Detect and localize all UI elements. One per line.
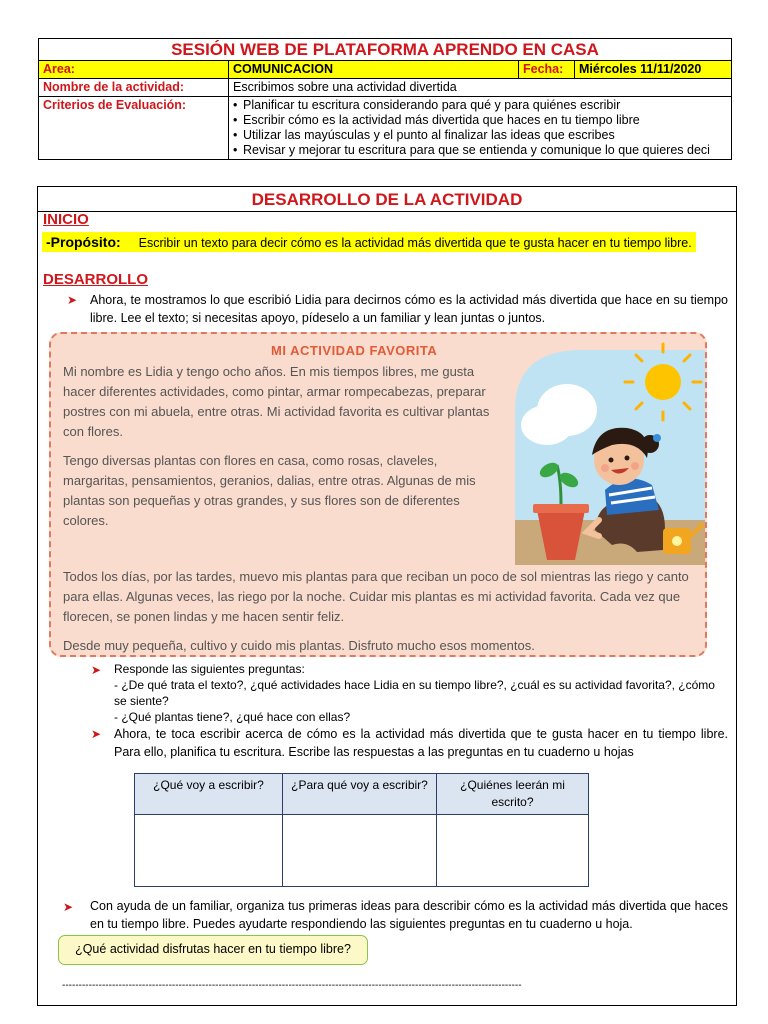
activity-value: Escribimos sobre una actividad divertida bbox=[229, 79, 732, 97]
dashed-divider: ------------------------------------------------------------------------------------------------------------------------------------------ bbox=[62, 980, 522, 991]
title-divider bbox=[38, 211, 736, 212]
criteria-item: • Revisar y mejorar tu escritura para que se entienda y comunique lo que quieres deci bbox=[233, 143, 727, 158]
arrow-bullet-icon: ➤ bbox=[91, 663, 102, 677]
planning-header-cell: ¿Qué voy a escribir? bbox=[135, 774, 283, 815]
question-pill: ¿Qué actividad disfrutas hacer en tu tiempo libre? bbox=[58, 935, 368, 965]
purpose-label: -Propósito: bbox=[46, 234, 121, 250]
intro-paragraph: Ahora, te mostramos lo que escribió Lidia para decirnos cómo es la actividad más divertida que hace en su tiempo libre. Lee el texto; si necesitas apoyo, pídeselo a un familiar y lean juntas o juntos. bbox=[90, 293, 728, 325]
purpose-text: Escribir un texto para decir cómo es la actividad más divertida que te gusta hacer en tu tiempo libre. bbox=[138, 236, 692, 250]
desarrollo-heading: DESARROLLO bbox=[43, 271, 148, 288]
criteria-label: Criterios de Evaluación: bbox=[39, 97, 229, 160]
session-title: SESIÓN WEB DE PLATAFORMA APRENDO EN CASA bbox=[39, 39, 732, 61]
question-1: - ¿De qué trata el texto?, ¿qué actividades hace Lidia en su tiempo libre?, ¿cuál es su actividad favorita?, ¿cómo se siente? bbox=[114, 678, 715, 708]
arrow-bullet-icon: ➤ bbox=[63, 900, 74, 914]
questions-intro: Responde las siguientes preguntas: bbox=[114, 662, 305, 676]
arrow-bullet-icon: ➤ bbox=[67, 293, 78, 307]
planning-answer-cell[interactable] bbox=[437, 815, 589, 887]
activity-development-box bbox=[37, 186, 737, 1006]
area-label: Area: bbox=[39, 61, 229, 79]
planning-table bbox=[134, 773, 589, 887]
planning-answer-cell[interactable] bbox=[283, 815, 437, 887]
planning-header-cell: ¿Quiénes leerán mi escrito? bbox=[437, 774, 589, 815]
inicio-heading: INICIO bbox=[43, 211, 89, 228]
family-paragraph: Con ayuda de un familiar, organiza tus primeras ideas para describir cómo es la actividad más divertida que haces en tu tiempo libre. Puedes ayudarte respondiendo las siguientes preguntas en tu cuaderno u hoja. bbox=[90, 899, 728, 931]
criteria-item: • Planificar tu escritura considerando para qué y para quiénes escribir bbox=[233, 98, 727, 113]
reading-paragraph: Todos los días, por las tardes, muevo mis plantas para que reciban un poco de sol mientras las riego y canto para ellas. Algunas veces, las riego por la noche. Cuidar mis plantas es mi actividad favorita. Cada vez que florecen, se ponen lindas y me hacen sentir feliz. bbox=[63, 569, 689, 624]
reading-paragraph: Mi nombre es Lidia y tengo ocho años. En mis tiempos libres, me gusta hacer diferentes actividades, como pintar, armar rompecabezas, preparar postres con mi abuela, entre otras. Mi actividad favorita es cultivar plantas con flores. bbox=[63, 364, 490, 439]
criteria-item: • Escribir cómo es la actividad más divertida que haces en tu tiempo libre bbox=[233, 113, 727, 128]
question-2: - ¿Qué plantas tiene?, ¿qué hace con ellas? bbox=[114, 710, 351, 724]
date-value: Miércoles 11/11/2020 bbox=[575, 61, 732, 79]
session-header-table bbox=[38, 38, 732, 160]
activity-label: Nombre de la actividad: bbox=[39, 79, 229, 97]
arrow-bullet-icon: ➤ bbox=[91, 727, 102, 741]
planning-header-cell: ¿Para qué voy a escribir? bbox=[283, 774, 437, 815]
criteria-list bbox=[229, 97, 732, 160]
reading-text-wide bbox=[63, 567, 703, 657]
purpose-row bbox=[42, 232, 696, 252]
reading-text-column bbox=[63, 362, 493, 540]
criteria-item: • Utilizar las mayúsculas y el punto al finalizar las ideas que escribes bbox=[233, 128, 727, 143]
development-title: DESARROLLO DE LA ACTIVIDAD bbox=[251, 190, 523, 209]
area-value: COMUNICACION bbox=[229, 61, 519, 79]
plan-paragraph: Ahora, te toca escribir acerca de cómo es la actividad más divertida que te gusta hacer en tu tiempo libre. Para ello, planifica tu escritura. Escribe las respuestas a las preguntas en tu cuaderno u hojas bbox=[114, 727, 728, 759]
reading-box bbox=[49, 332, 707, 657]
reading-title: MI ACTIVIDAD FAVORITA bbox=[271, 343, 438, 358]
reading-paragraph: Tengo diversas plantas con flores en casa, como rosas, claveles, margaritas, pensamientos, geranios, dalias, entre otras. Algunas de mis plantas son pequeñas y otras grandes, y sus flores son de diferentes colores. bbox=[63, 453, 476, 528]
planning-answer-cell[interactable] bbox=[135, 815, 283, 887]
girl-gardening-illustration bbox=[487, 340, 705, 565]
date-label: Fecha: bbox=[519, 61, 575, 79]
reading-paragraph: Desde muy pequeña, cultivo y cuido mis plantas. Disfruto mucho esos momentos. bbox=[63, 638, 535, 653]
